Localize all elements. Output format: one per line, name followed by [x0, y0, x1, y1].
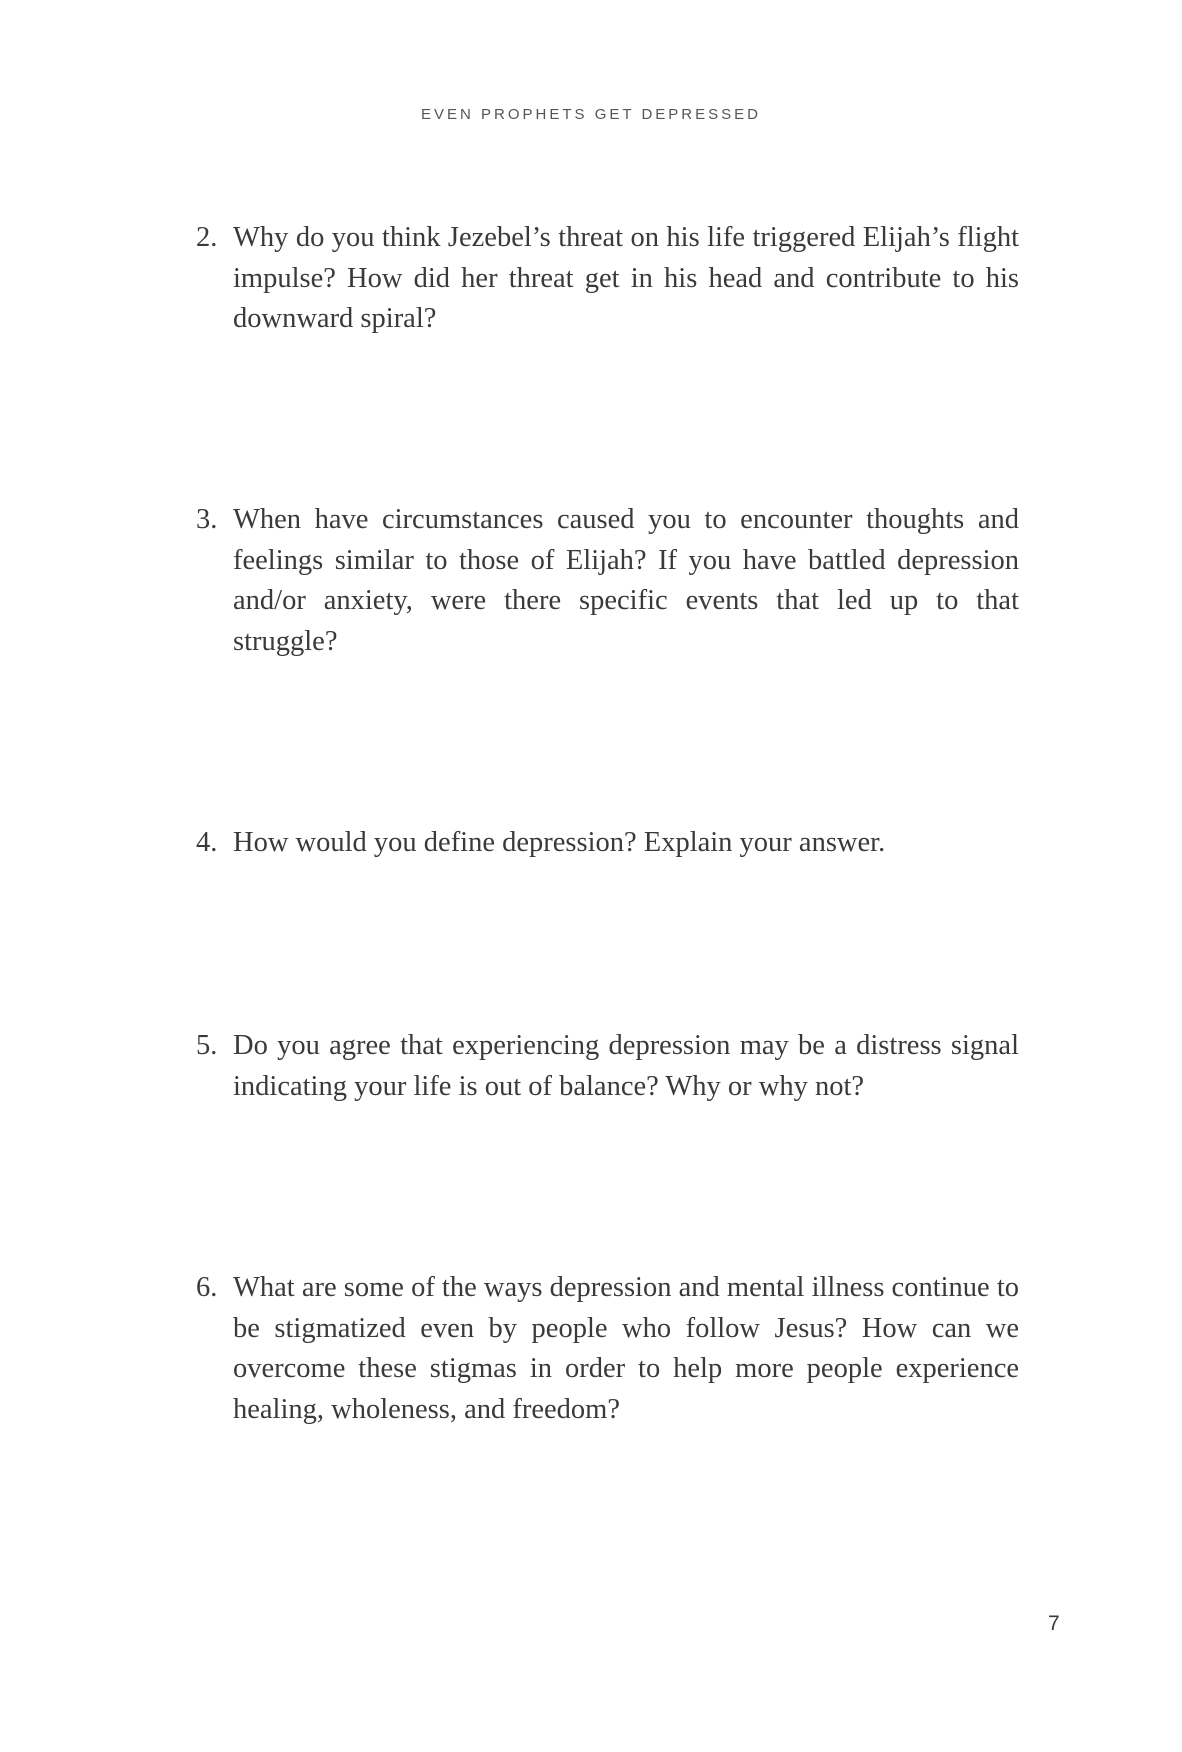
running-header: EVEN PROPHETS GET DEPRESSED — [421, 106, 761, 123]
question-number: 6. — [196, 1272, 218, 1303]
page-number: 7 — [1048, 1612, 1060, 1635]
question-text: When have circumstances caused you to encounter thoughts and feelings similar to those of Elijah? If you have battled depression and/or anxiety, were there specific events that led up to that struggle? — [233, 504, 1019, 657]
question-number: 4. — [196, 827, 218, 858]
question-4 — [196, 823, 1019, 864]
question-number: 2. — [196, 222, 218, 253]
question-number: 5. — [196, 1030, 218, 1061]
question-text: Why do you think Jezebel’s threat on his life triggered Elijah’s flight impulse? How did her threat get in his head and contribute to his downward spiral? — [233, 222, 1019, 334]
question-text: What are some of the ways depression and mental illness continue to be stigmatized even by people who follow Jesus? How can we overcome these stigmas in order to help more people experience healing, wholeness, and freedom? — [233, 1272, 1019, 1425]
question-text: Do you agree that experiencing depression may be a distress signal indicating your life is out of balance? Why or why not? — [233, 1030, 1019, 1102]
question-number: 3. — [196, 504, 218, 535]
question-5 — [196, 1026, 1019, 1107]
question-2 — [196, 218, 1019, 340]
question-3 — [196, 500, 1019, 662]
question-6 — [196, 1268, 1019, 1430]
question-text: How would you define depression? Explain your answer. — [233, 827, 886, 858]
